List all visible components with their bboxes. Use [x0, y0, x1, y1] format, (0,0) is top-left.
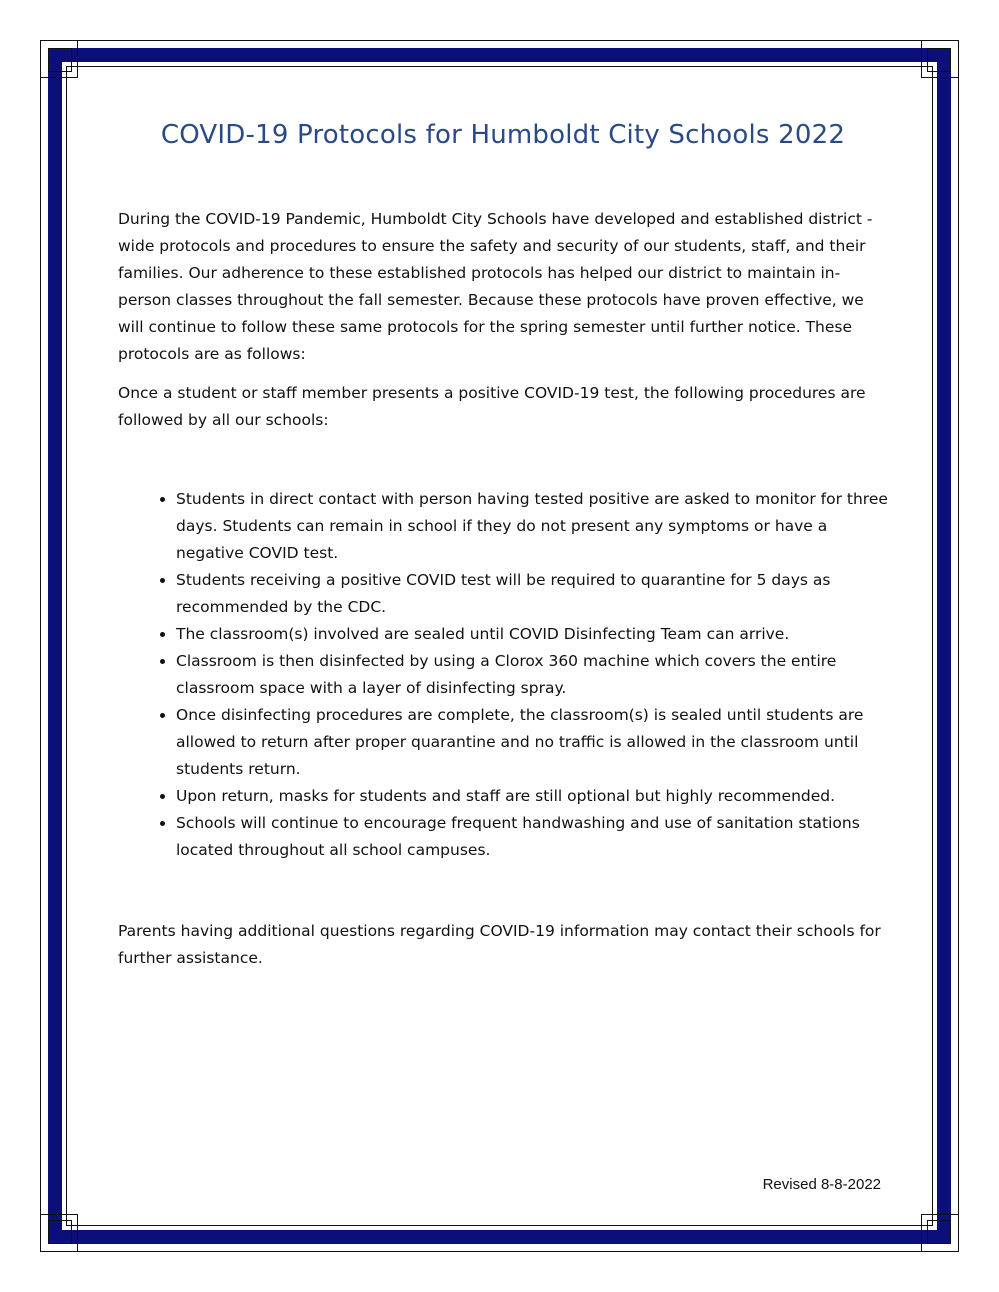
document-title: COVID-19 Protocols for Humboldt City Schools 2022 — [160, 120, 846, 150]
procedure-intro-paragraph: Once a student or staff member presents a positive COVID-19 test, the following procedures are followed by all our schools: — [118, 384, 866, 429]
procedure-item: • Students in direct contact with person having tested positive are asked to monitor for three days. Students can remain in school if they do not present any symptoms or have a negative COVID test. — [176, 486, 888, 567]
procedure-item: • Students receiving a positive COVID test will be required to quarantine for 5 days as recommended by the CDC. — [176, 567, 888, 621]
procedure-list — [118, 486, 888, 864]
procedure-item: • The classroom(s) involved are sealed until COVID Disinfecting Team can arrive. — [176, 621, 888, 648]
intro-paragraph: During the COVID-19 Pandemic, Humboldt City Schools have developed and established district -wide protocols and procedures to ensure the safety and security of our students, staff, and their families. Our adherence to these established protocols has helped our district to maintain in-person classes throughout the fall semester. Because these protocols have proven effective, we will continue to follow these same protocols for the spring semester until further notice. These protocols are as follows: — [118, 210, 873, 363]
corner-ornament-bottom-right-inner — [927, 1220, 951, 1244]
corner-ornament-top-left-inner — [48, 48, 72, 72]
corner-ornament-top-right-inner — [927, 48, 951, 72]
document-body — [118, 100, 888, 984]
revision-date: Revised 8-8-2022 — [762, 1176, 881, 1193]
corner-ornament-bottom-left-inner — [48, 1220, 72, 1244]
closing-paragraph: Parents having additional questions regarding COVID-19 information may contact their schools for further assistance. — [118, 922, 881, 967]
procedure-item: • Upon return, masks for students and staff are still optional but highly recommended. — [176, 783, 888, 810]
procedure-item: • Schools will continue to encourage frequent handwashing and use of sanitation stations located throughout all school campuses. — [176, 810, 888, 864]
procedure-item: • Once disinfecting procedures are complete, the classroom(s) is sealed until students are allowed to return after proper quarantine and no traffic is allowed in the classroom until students return. — [176, 702, 888, 783]
procedure-item: • Classroom is then disinfected by using a Clorox 360 machine which covers the entire classroom space with a layer of disinfecting spray. — [176, 648, 888, 702]
